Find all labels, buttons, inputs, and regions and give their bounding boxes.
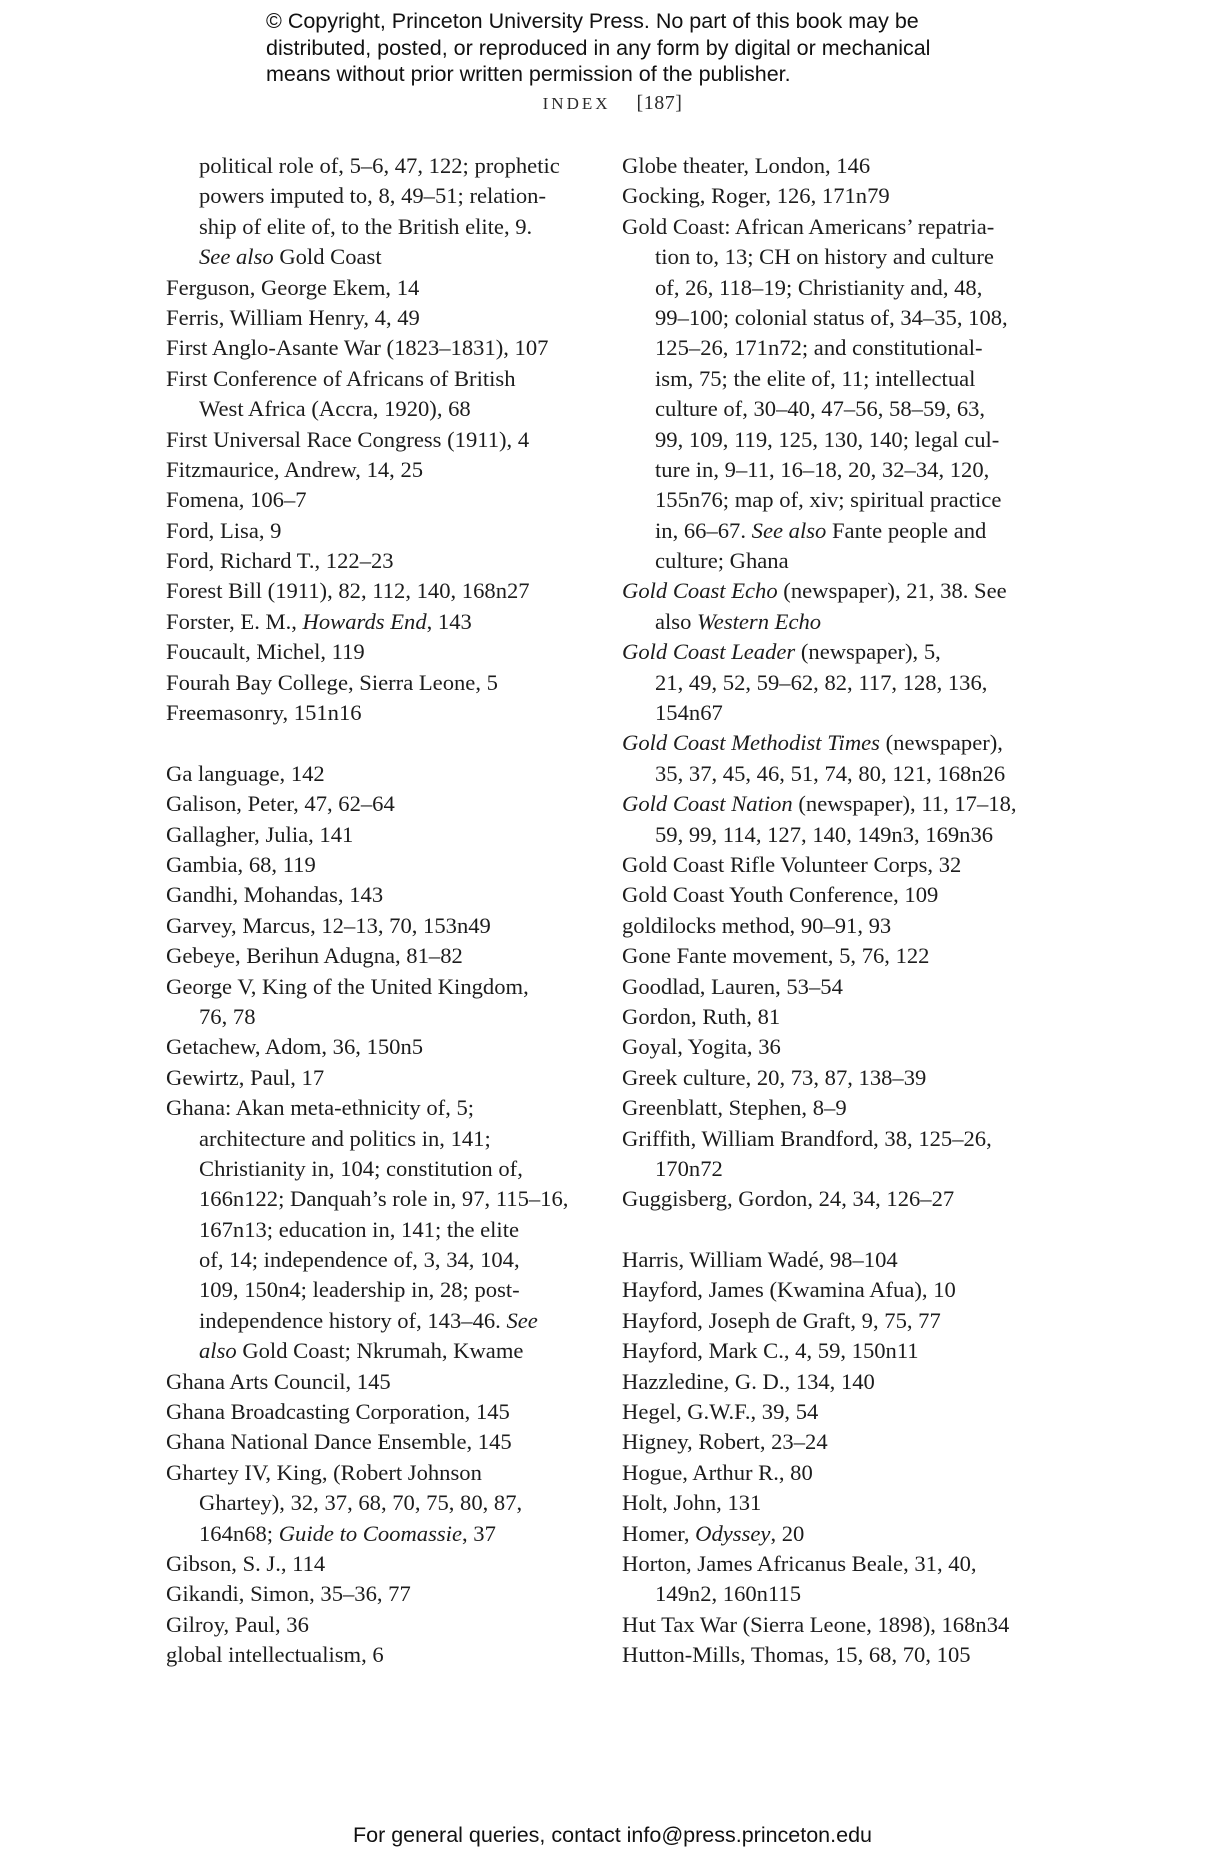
copyright-line: means without prior written permission of the publisher.: [266, 62, 791, 86]
index-entry: [166, 1579, 596, 1609]
page-number: [187]: [636, 92, 683, 114]
entry-text: Fante people and: [826, 517, 987, 543]
entry-text: (newspaper),: [879, 730, 1003, 756]
index-entry: [166, 820, 596, 850]
entry-text: 155n76; map of, xiv; spiritual practice: [655, 487, 1002, 513]
index-entry: [622, 1002, 1032, 1032]
entry-text: Ford, Richard T., 122–23: [166, 548, 394, 574]
entry-text: First Anglo-Asante War (1823–1831), 107: [166, 335, 549, 361]
entry-text: Greek culture, 20, 73, 87, 138–39: [622, 1064, 927, 1090]
index-entry-continuation: [166, 1336, 596, 1366]
entry-text: Fitzmaurice, Andrew, 14, 25: [166, 456, 424, 482]
index-entry: [622, 789, 1032, 819]
letter-section-gap: [622, 1215, 1032, 1245]
entry-text: 99, 109, 119, 125, 130, 140; legal cul-: [655, 426, 1000, 452]
index-entry: [166, 1427, 596, 1457]
entry-text: Guggisberg, Gordon, 24, 34, 126–27: [622, 1186, 955, 1212]
index-entry-continuation: [622, 546, 1032, 576]
entry-text: 170n72: [655, 1155, 723, 1181]
index-entry: [622, 941, 1032, 971]
entry-text: Ghana Broadcasting Corporation, 145: [166, 1399, 510, 1425]
copyright-notice: [266, 8, 1026, 88]
entry-text: independence history of, 143–46.: [199, 1307, 507, 1333]
index-entry: [166, 880, 596, 910]
entry-text: Goyal, Yogita, 36: [622, 1034, 781, 1060]
entry-text: George V, King of the United Kingdom,: [166, 973, 529, 999]
entry-text: political role of, 5–6, 47, 122; prophetic: [199, 153, 560, 178]
index-entry-continuation: [166, 212, 596, 242]
index-entry: [622, 1124, 1032, 1154]
index-entry: [166, 1640, 596, 1670]
index-column-right: [622, 151, 1032, 1671]
index-entry: [622, 1306, 1032, 1336]
index-entry-continuation: [622, 364, 1032, 394]
letter-section-gap: [166, 728, 596, 758]
entry-text: Hazzledine, G. D., 134, 140: [622, 1368, 875, 1394]
entry-text: Fomena, 106–7: [166, 487, 307, 513]
index-entry: [166, 303, 596, 333]
entry-text: Forest Bill (1911), 82, 112, 140, 168n27: [166, 578, 530, 604]
entry-text: Hayford, Joseph de Graft, 9, 75, 77: [622, 1307, 941, 1333]
index-entry-continuation: [166, 1519, 596, 1549]
entry-text: Ghana: Akan meta-ethnicity of, 5;: [166, 1095, 475, 1121]
index-entry: [166, 546, 596, 576]
entry-text: Gold Coast; Nkrumah, Kwame: [236, 1338, 524, 1364]
entry-text: powers imputed to, 8, 49–51; relation-: [199, 183, 547, 209]
entry-text: , 143: [426, 608, 472, 634]
entry-text: Globe theater, London, 146: [622, 153, 871, 178]
index-entry: [622, 151, 1032, 181]
entry-text: Gold Coast Rifle Volunteer Corps, 32: [622, 851, 962, 877]
italic-text: Gold Coast Leader: [622, 639, 796, 665]
copyright-line: © Copyright, Princeton University Press. No part of this book may be: [266, 9, 919, 33]
entry-text: Higney, Robert, 23–24: [622, 1429, 828, 1455]
index-entry: [622, 1093, 1032, 1123]
entry-text: 166n122; Danquah’s role in, 97, 115–16,: [199, 1186, 569, 1212]
entry-text: 164n68;: [199, 1520, 279, 1546]
entry-text: 109, 150n4; leadership in, 28; post-: [199, 1277, 520, 1303]
entry-text: Hutton-Mills, Thomas, 15, 68, 70, 105: [622, 1642, 971, 1668]
index-entry-continuation: [622, 333, 1032, 363]
index-entry: [622, 212, 1032, 242]
entry-text: culture; Ghana: [655, 548, 789, 574]
index-entry-continuation: [622, 607, 1032, 637]
entry-text: Gold Coast: [273, 244, 382, 270]
index-entry: [622, 1367, 1032, 1397]
entry-text: Ghana Arts Council, 145: [166, 1368, 391, 1394]
entry-text: Gallagher, Julia, 141: [166, 821, 354, 847]
entry-text: Hut Tax War (Sierra Leone, 1898), 168n34: [622, 1611, 1010, 1637]
running-head: [0, 92, 1225, 115]
entry-text: culture of, 30–40, 47–56, 58–59, 63,: [655, 396, 986, 422]
entry-text: Gordon, Ruth, 81: [622, 1003, 781, 1029]
entry-text: Hayford, Mark C., 4, 59, 150n11: [622, 1338, 919, 1364]
index-entry-continuation: [166, 242, 596, 272]
entry-text: Holt, John, 131: [622, 1490, 762, 1516]
index-entry: [166, 941, 596, 971]
entry-text: Forster, E. M.,: [166, 608, 303, 634]
index-entry: [622, 1397, 1032, 1427]
index-entry: [622, 1519, 1032, 1549]
entry-text: Ferris, William Henry, 4, 49: [166, 304, 420, 330]
entry-text: , 37: [461, 1520, 496, 1546]
entry-text: of, 26, 118–19; Christianity and, 48,: [655, 274, 983, 300]
italic-text: See also: [199, 244, 274, 270]
entry-text: Griffith, William Brandford, 38, 125–26,: [622, 1125, 992, 1151]
index-entry: [166, 1063, 596, 1093]
italic-text: Western Echo: [697, 608, 822, 634]
running-head-label: INDEX: [542, 94, 611, 113]
italic-text: See: [506, 1307, 538, 1333]
index-entry: [166, 576, 596, 606]
index-entry: [166, 1397, 596, 1427]
index-entry: [622, 1458, 1032, 1488]
entry-text: Gambia, 68, 119: [166, 851, 316, 877]
entry-text: of, 14; independence of, 3, 34, 104,: [199, 1247, 520, 1273]
entry-text: First Conference of Africans of British: [166, 365, 516, 391]
footer-contact: For general queries, contact info@press.princeton.edu: [352, 1823, 872, 1847]
index-entry: [622, 1488, 1032, 1518]
italic-text: Guide to Coomassie: [278, 1520, 462, 1546]
index-entry-continuation: [166, 394, 596, 424]
entry-text: Ford, Lisa, 9: [166, 517, 282, 543]
entry-text: Christianity in, 104; constitution of,: [199, 1155, 523, 1181]
index-entry: [166, 1032, 596, 1062]
entry-text: goldilocks method, 90–91, 93: [622, 912, 892, 938]
entry-text: First Universal Race Congress (1911), 4: [166, 426, 530, 452]
index-entry-continuation: [166, 1002, 596, 1032]
index-entry: [622, 1427, 1032, 1457]
entry-text: (newspaper), 5,: [795, 639, 941, 665]
entry-text: in, 66–67.: [655, 517, 752, 543]
entry-text: Gocking, Roger, 126, 171n79: [622, 183, 890, 209]
index-entry-continuation: [166, 1215, 596, 1245]
index-entry: [166, 911, 596, 941]
index-entry: [166, 273, 596, 303]
index-entry: [622, 1032, 1032, 1062]
italic-text: Gold Coast Methodist Times: [622, 730, 880, 756]
entry-text: architecture and politics in, 141;: [199, 1125, 491, 1151]
index-entry-continuation: [622, 698, 1032, 728]
index-entry: [166, 364, 596, 394]
index-entry: [166, 972, 596, 1002]
index-entry-continuation: [166, 1124, 596, 1154]
index-entry: [166, 1549, 596, 1579]
entry-text: Hogue, Arthur R., 80: [622, 1459, 813, 1485]
entry-text: Harris, William Wadé, 98–104: [622, 1247, 898, 1273]
entry-text: Freemasonry, 151n16: [166, 700, 362, 726]
index-entry-continuation: [166, 1154, 596, 1184]
entry-text: Ghartey IV, King, (Robert Johnson: [166, 1459, 482, 1485]
index-entry: [166, 1093, 596, 1123]
index-entry-continuation: [622, 820, 1032, 850]
entry-text: ture in, 9–11, 16–18, 20, 32–34, 120,: [655, 456, 990, 482]
index-entry: [622, 972, 1032, 1002]
entry-text: 76, 78: [199, 1003, 256, 1029]
index-entry-continuation: [622, 1154, 1032, 1184]
entry-text: tion to, 13; CH on history and culture: [655, 244, 994, 270]
entry-text: ship of elite of, to the British elite, 9.: [199, 213, 533, 239]
entry-text: 125–26, 171n72; and constitutional-: [655, 335, 983, 361]
index-entry-continuation: [166, 1184, 596, 1214]
index-entry: [622, 728, 1032, 758]
index-entry: [166, 1610, 596, 1640]
index-entry: [622, 1245, 1032, 1275]
index-entry-continuation: [622, 759, 1032, 789]
index-entry-continuation: [622, 303, 1032, 333]
index-entry-continuation: [622, 668, 1032, 698]
index-entry: [166, 1367, 596, 1397]
index-entry-continuation: [622, 394, 1032, 424]
index-entry: [622, 576, 1032, 606]
entry-text: Hayford, James (Kwamina Afua), 10: [622, 1277, 956, 1303]
index-entry: [166, 698, 596, 728]
entry-text: Garvey, Marcus, 12–13, 70, 153n49: [166, 912, 491, 938]
entry-text: Gone Fante movement, 5, 76, 122: [622, 943, 930, 969]
italic-text: See also: [751, 517, 827, 543]
index-entry: [166, 850, 596, 880]
entry-text: Galison, Peter, 47, 62–64: [166, 791, 395, 817]
index-entry-continuation: [166, 181, 596, 211]
entry-text: 149n2, 160n115: [655, 1581, 802, 1607]
entry-text: Ferguson, George Ekem, 14: [166, 274, 420, 300]
entry-text: also: [655, 608, 698, 634]
entry-text: Goodlad, Lauren, 53–54: [622, 973, 843, 999]
index-entry-continuation: [166, 1488, 596, 1518]
entry-text: (newspaper), 11, 17–18,: [792, 791, 1017, 817]
index-entry: [166, 425, 596, 455]
index-entry-continuation: [166, 1245, 596, 1275]
entry-text: 154n67: [655, 700, 723, 726]
entry-text: Gewirtz, Paul, 17: [166, 1064, 325, 1090]
italic-text: Howards End: [302, 608, 427, 634]
index-entry-continuation: [166, 1306, 596, 1336]
index-entry: [166, 516, 596, 546]
index-entry-continuation: [622, 273, 1032, 303]
index-entry: [166, 668, 596, 698]
index-entry: [622, 637, 1032, 667]
entry-text: Gibson, S. J., 114: [166, 1550, 326, 1576]
entry-text: Horton, James Africanus Beale, 31, 40,: [622, 1550, 977, 1576]
index-entry-continuation: [622, 516, 1032, 546]
entry-text: Getachew, Adom, 36, 150n5: [166, 1034, 424, 1060]
entry-text: West Africa (Accra, 1920), 68: [199, 396, 471, 422]
index-entry-continuation: [622, 485, 1032, 515]
index-entry: [622, 1275, 1032, 1305]
entry-text: , 20: [770, 1520, 805, 1546]
index-entry: [166, 759, 596, 789]
index-entry: [166, 333, 596, 363]
index-entry-continuation: [166, 151, 596, 181]
entry-text: Ga language, 142: [166, 760, 325, 786]
copyright-line: distributed, posted, or reproduced in any form by digital or mechanical: [266, 35, 931, 60]
index-entry-continuation: [166, 1275, 596, 1305]
entry-text: 21, 49, 52, 59–62, 82, 117, 128, 136,: [655, 669, 988, 695]
entry-text: 167n13; education in, 141; the elite: [199, 1216, 520, 1242]
entry-text: (newspaper), 21, 38. See: [777, 578, 1007, 604]
italic-text: Odyssey: [695, 1520, 771, 1546]
index-entry-continuation: [622, 425, 1032, 455]
entry-text: Greenblatt, Stephen, 8–9: [622, 1095, 847, 1121]
entry-text: 35, 37, 45, 46, 51, 74, 80, 121, 168n26: [655, 760, 1006, 786]
index-entry: [166, 1458, 596, 1488]
entry-text: 99–100; colonial status of, 34–35, 108,: [655, 304, 1008, 330]
index-entry-continuation: [622, 242, 1032, 272]
index-entry: [622, 880, 1032, 910]
index-entry: [622, 1610, 1032, 1640]
index-entry: [622, 850, 1032, 880]
entry-text: 59, 99, 114, 127, 140, 149n3, 169n36: [655, 821, 994, 847]
index-entry-continuation: [622, 1579, 1032, 1609]
index-entry-continuation: [622, 455, 1032, 485]
index-entry: [166, 637, 596, 667]
entry-text: ism, 75; the elite of, 11; intellectual: [655, 365, 976, 391]
index-entry: [166, 789, 596, 819]
index-entry: [622, 1640, 1032, 1670]
index-entry: [166, 485, 596, 515]
index-entry: [622, 181, 1032, 211]
entry-text: Gebeye, Berihun Adugna, 81–82: [166, 943, 463, 969]
index-entry: [166, 455, 596, 485]
entry-text: Foucault, Michel, 119: [166, 639, 365, 665]
entry-text: Ghana National Dance Ensemble, 145: [166, 1429, 512, 1455]
italic-text: also: [199, 1338, 237, 1364]
italic-text: Gold Coast Nation: [622, 791, 793, 817]
index-entry: [622, 1549, 1032, 1579]
index-entry: [622, 911, 1032, 941]
index-entry: [622, 1063, 1032, 1093]
entry-text: global intellectualism, 6: [166, 1642, 384, 1668]
entry-text: Gikandi, Simon, 35–36, 77: [166, 1581, 411, 1607]
italic-text: Gold Coast Echo: [622, 578, 778, 604]
entry-text: Ghartey), 32, 37, 68, 70, 75, 80, 87,: [199, 1490, 523, 1516]
entry-text: Gold Coast: African Americans’ repatria-: [622, 213, 995, 239]
entry-text: Fourah Bay College, Sierra Leone, 5: [166, 669, 498, 695]
entry-text: Gold Coast Youth Conference, 109: [622, 882, 939, 908]
entry-text: Gilroy, Paul, 36: [166, 1611, 309, 1637]
index-entry: [622, 1336, 1032, 1366]
entry-text: Homer,: [622, 1520, 696, 1546]
index-entry: [166, 607, 596, 637]
entry-text: Gandhi, Mohandas, 143: [166, 882, 384, 908]
entry-text: Hegel, G.W.F., 39, 54: [622, 1399, 819, 1425]
index-column-left: [166, 151, 596, 1671]
index-entry: [622, 1184, 1032, 1214]
